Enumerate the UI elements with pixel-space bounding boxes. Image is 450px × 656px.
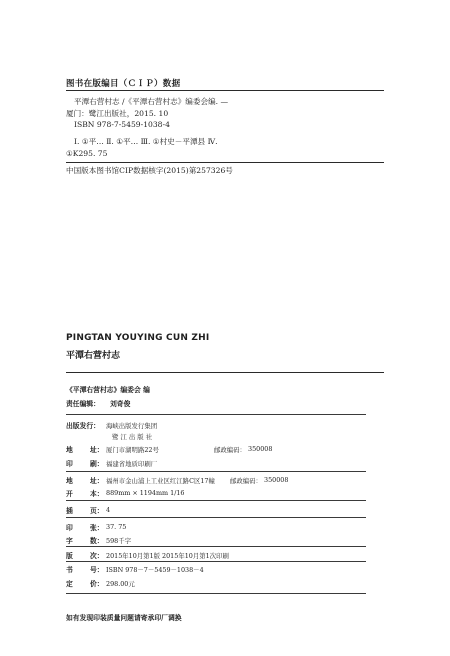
publisher-name: 鹭 江 出 版 社 [112, 433, 153, 441]
address-label-1: 地 [66, 446, 73, 454]
plates-label-2: 页： [90, 507, 104, 515]
isbn-label-1: 书 [66, 566, 73, 574]
cip-top-rule [66, 90, 384, 91]
colophon-mid-rule [66, 471, 366, 472]
plates-label-1: 插 [66, 507, 73, 515]
printer-postcode-label: 邮政编码： [230, 477, 262, 485]
colophon-bottom-rule [66, 593, 366, 594]
title-rule [66, 372, 384, 373]
edition-label-2: 次： [90, 552, 104, 560]
isbn-value: ISBN 978－7－5459－1038－4 [106, 566, 204, 574]
editor-name: 刘奇俊 [110, 400, 131, 408]
size-label-2: 本： [90, 490, 104, 498]
book-author: 《平潭右营村志》编委会 编 [66, 386, 150, 394]
edition-info: 2015年10月第1版 2015年10月第1次印刷 [106, 552, 229, 560]
address-label-2: 址： [90, 446, 104, 454]
postcode-value: 350008 [248, 445, 273, 453]
printer-address: 福州市金山浦上工业区红江路C区17幢 [106, 477, 215, 485]
sheets-label-2: 张： [90, 524, 104, 532]
postcode-label: 邮政编码： [214, 446, 246, 454]
cip-line-1: 平潭右营村志 /《平潭右营村志》编委会编. — [74, 97, 229, 106]
cip-line-2: 厦门：鹭江出版社，2015. 10 [66, 109, 169, 118]
price-value: 298.00元 [106, 580, 135, 588]
printer-address-label-2: 址： [90, 477, 104, 485]
size-label-1: 开 [66, 490, 73, 498]
printer-postcode-value: 350008 [264, 476, 289, 484]
quality-notice: 如有发现印装质量问题请寄承印厂调换 [66, 614, 182, 622]
colophon-top-rule [66, 414, 366, 415]
editor-label: 责任编辑： [66, 400, 100, 408]
price-label-1: 定 [66, 580, 73, 588]
publisher-label: 出版发行： [66, 422, 100, 430]
colophon-rule-5 [66, 546, 366, 547]
colophon-rule-3 [66, 500, 366, 501]
cip-line-3: ISBN 978-7-5459-1038-4 [74, 120, 170, 129]
plates-count: 4 [106, 506, 111, 514]
words-label-1: 字 [66, 537, 73, 545]
words-label-2: 数： [90, 537, 104, 545]
book-title-en: PINGTAN YOUYING CUN ZHI [66, 333, 210, 343]
printer-label-2: 刷： [90, 460, 104, 468]
cip-record-number: 中国版本图书馆CIP数据核字(2015)第257326号 [66, 166, 233, 175]
isbn-label-2: 号： [90, 566, 104, 574]
printer-name: 福建省地质印刷厂 [106, 460, 158, 468]
publisher-group: 海峡出版发行集团 [106, 422, 158, 430]
cip-line-5: ①K295. 75 [66, 149, 108, 158]
sheets-label-1: 印 [66, 524, 73, 532]
publisher-address: 厦门市湖明路22号 [106, 446, 159, 454]
cip-line-4: Ⅰ. ①平… Ⅱ. ①平… Ⅲ. ①村史－平潭县 Ⅳ. [74, 137, 218, 146]
colophon-rule-6 [66, 561, 366, 562]
colophon-rule-4 [66, 517, 366, 518]
format-size: 889mm × 1194mm 1/16 [106, 489, 185, 497]
price-label-2: 价： [90, 580, 104, 588]
edition-label-1: 版 [66, 552, 73, 560]
sheets-count: 37. 75 [106, 523, 127, 531]
printer-label-1: 印 [66, 460, 73, 468]
word-count: 598千字 [106, 537, 131, 545]
cip-mid-rule [66, 162, 384, 163]
printer-address-label-1: 地 [66, 477, 73, 485]
cip-heading: 图书在版编目（ＣＩＰ）数据 [66, 79, 181, 89]
book-title-cn: 平潭右营村志 [66, 351, 121, 361]
